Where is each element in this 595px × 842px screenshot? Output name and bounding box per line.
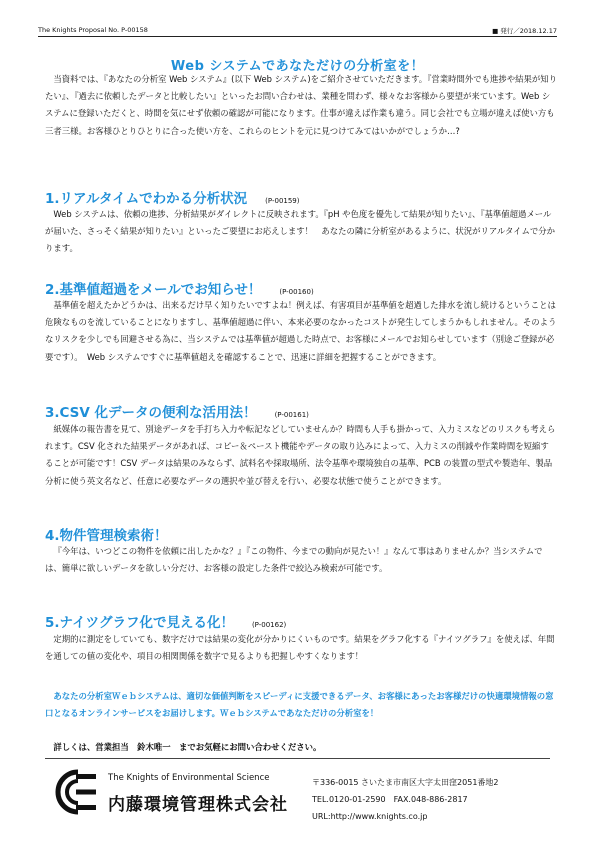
page-title: Web システムであなただけの分析室を！ [170, 59, 425, 74]
section-3-body: 紙媒体の報告書を見て、別途データを手打ち入力や転記などしていませんか？時間も人手も掛かって、入力ミスなどのリスクも考えられます。CSV 化された結果データがあれば、コピー＆ペースト機能やデータの取り込みによって、入力ミスの削減や作業時間を短縮することが可能です！CSV データは結果のみならず、試料名や採取場所、法令基準や環境独自の基準、PCB の装置の型式や製造年、製品分析に使う英文名など、任意に必要なデータの選択や並び替えを行い、必要な状態で使うことができます。 [45, 424, 556, 486]
section-heading-text: 5.ナイツグラフ化で見える化！ [45, 615, 234, 631]
intro-paragraph: 当資料では、『あなたの分析室 Web システム』(以下 Web システム)をご紹介させていただきます。『営業時間外でも進捗や結果が知りたい』、『過去に依頼したデータと比較したい』といったお問い合わせは、業種を問わず、様々なお客様から要望が来ています。Web システムに登録いただくと、時間を気にせず依頼の確認が可能になります。仕事が違えば作業も違う。同じ会社でも立場が違えば使い方も三者三様。お客様ひとりひとりに合った使い方を、これらのヒントを元に見つけてみてはいかがでしょうか…? [45, 74, 557, 136]
section-4-heading [45, 524, 186, 544]
company-name-english: The Knights of Environmental Science [108, 773, 270, 783]
section-code: (P-00161) [274, 411, 309, 419]
section-2-body: 基準値を超えたかどうかは、出来るだけ早く知りたいですよね！例えば、有害項目が基準値を超過した排水を流し続けるということは危険なものを流していることになりますし、基準値超過に伴い、本来必要のなかったコストが発生してしまうかもしれません。そのようなリスクを少しでも回避させる為に、当システムでは基準値が超過した時点で、お客様にメールでお知らせしています（別途ご登録が必要です）。 Web システムですぐに基準値超えを確認することで、迅速に詳細を把握することができます。 [45, 300, 557, 362]
company-name-japanese: 内藤環境管理株式会社 [108, 795, 288, 815]
website-link[interactable]: URL:http://www.knights.co.jp [312, 812, 428, 821]
phone-fax: TEL.0120-01-2590 FAX.048-886-2817 [312, 795, 468, 804]
section-5-body: 定期的に測定をしていても、数字だけでは結果の変化が分かりにくいものです。結果をグラフ化する『ナイツグラフ』を使えば、年間を通しての値の変化や、項目の相関関係を数字で見るよりも把握しやすくなります！ [45, 634, 555, 662]
section-1-heading [45, 187, 300, 207]
section-code: (P-00160) [279, 288, 314, 296]
section-heading-text: 1.リアルタイムでわかる分析状況 [45, 191, 248, 207]
issue-date: ■ 発行／2018.12.17 [492, 27, 557, 35]
section-heading-text: 3.CSV 化データの便利な活用法！ [45, 405, 257, 421]
header-rule [38, 36, 557, 37]
section-3-heading [45, 401, 309, 421]
document-header [38, 26, 557, 38]
contact-note: 詳しくは、営業担当 鈴木唯一 までお気軽にお問い合わせください。 [53, 742, 322, 752]
section-1-body: Web システムは、依頼の進捗、分析結果がダイレクトに反映されます。『pH や色度を優先して結果が知りたい』、『基準値超過メールが届いた、さっそく結果が知りたい』といったご要望にお応えします！ あなたの隣に分析室があるように、状況がリアルタイムで分かります。 [45, 209, 556, 254]
company-contact-block [312, 774, 499, 825]
section-5-heading [45, 611, 286, 631]
footer-rule [45, 758, 550, 759]
section-code: (P-00159) [265, 197, 300, 205]
closing-statement: あなたの分析室Ｗｅｂシステムは、適切な価値判断をスピーディに支援できるデータ、お客様にあったお客様だけの快適環境情報の窓口となるオンラインサービスをお届けします。Ｗｅｂシステムであなただけの分析室を！ [45, 691, 554, 718]
proposal-number: The Knights Proposal No. P-00158 [38, 26, 148, 34]
section-heading-text: 2.基準値超過をメールでお知らせ！ [45, 282, 262, 298]
section-heading-text: 4.物件管理検索術！ [45, 528, 168, 544]
address: 〒336-0015 さいたま市南区大字太田窪2051番地2 [312, 778, 499, 787]
section-code: (P-00162) [251, 621, 287, 629]
section-4-body: 『今年は、いつどこの物件を依頼に出したかな？』『この物件、今までの動向が見たい！』なんて事はありませんか？当システムでは、簡単に欲しいデータを欲しい分だけ、お客様の設定した条件で絞込み検索が可能です。 [45, 546, 543, 574]
company-logo-icon [55, 768, 101, 816]
section-2-heading [45, 278, 314, 298]
